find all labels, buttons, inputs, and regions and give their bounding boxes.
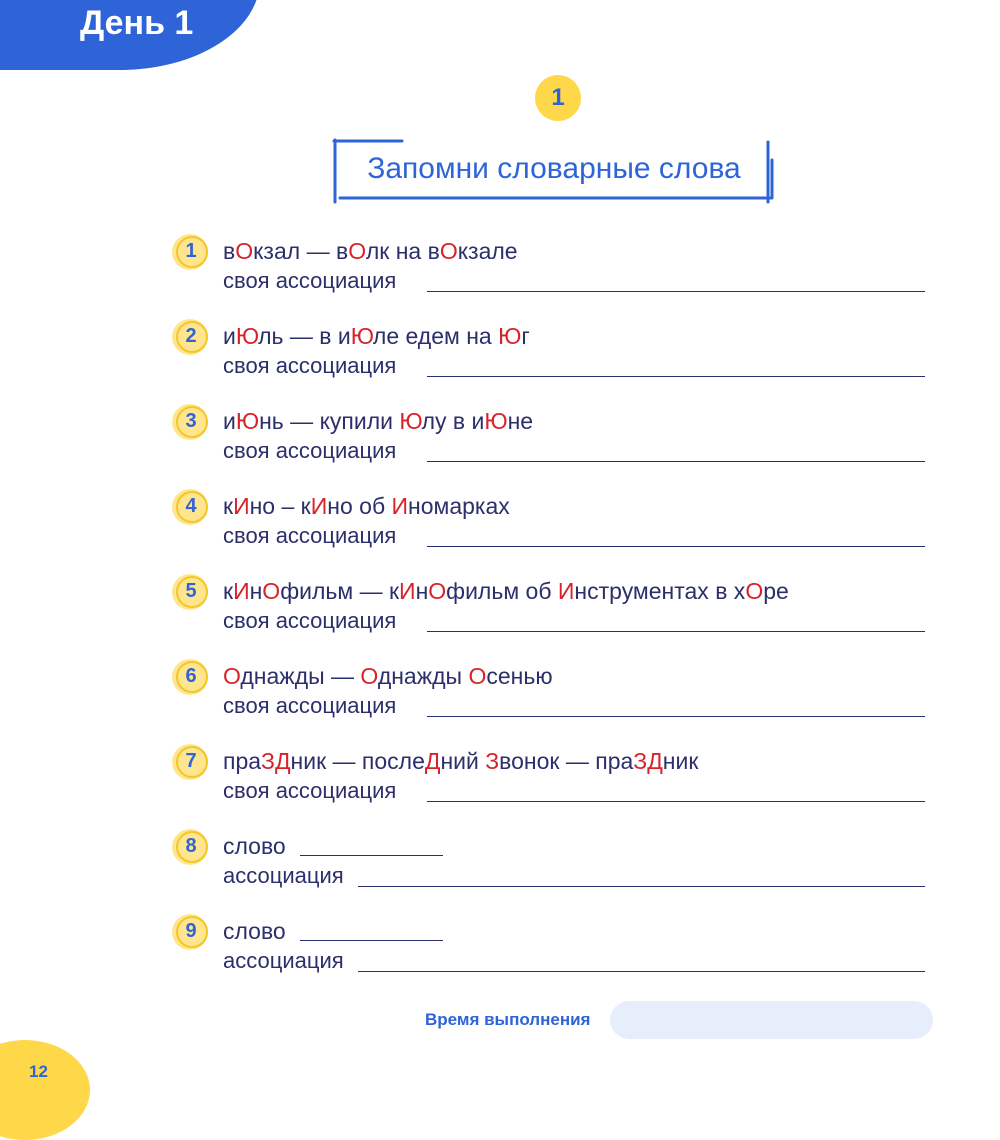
item-word-line <box>223 748 698 775</box>
word-text: кзал — в <box>253 238 349 264</box>
highlighted-letter: Ю <box>399 408 422 434</box>
highlighted-letter: Д <box>424 748 441 774</box>
word-text: к <box>223 578 234 604</box>
highlighted-letter: И <box>233 493 250 519</box>
association-label: своя ассоциация <box>223 353 397 378</box>
highlighted-letter: Ю <box>235 408 260 434</box>
item-number: 8 <box>185 835 197 857</box>
word-text: ник <box>662 748 699 774</box>
item-number: 6 <box>185 665 197 687</box>
day-title: День 1 <box>80 4 194 42</box>
association-label: своя ассоциация <box>223 438 397 463</box>
association-blank-line[interactable] <box>427 376 925 377</box>
list-item <box>170 408 930 478</box>
list-item <box>170 663 930 733</box>
word-text: ник — после <box>290 748 425 774</box>
item-number: 2 <box>185 325 197 347</box>
word-text: слово <box>223 918 286 944</box>
list-item <box>170 578 930 648</box>
task-title: Запомни словарные слова <box>367 152 741 185</box>
item-word-line <box>223 918 286 945</box>
highlighted-letter: О <box>745 578 764 604</box>
word-text: лу в и <box>421 408 485 434</box>
association-blank-line[interactable] <box>427 291 925 292</box>
highlighted-letter: О <box>439 238 458 264</box>
item-number-badge <box>172 574 208 610</box>
association-label: своя ассоциация <box>223 268 397 293</box>
word-text: и <box>223 323 236 349</box>
item-number-badge <box>172 659 208 695</box>
association-blank-line[interactable] <box>427 461 925 462</box>
list-item <box>170 748 930 818</box>
item-number-badge <box>172 744 208 780</box>
word-blank-line[interactable] <box>300 940 443 941</box>
item-number: 5 <box>185 580 197 602</box>
highlighted-letter: И <box>557 578 575 604</box>
word-text: фильм об <box>446 578 558 604</box>
word-text: днажды — <box>240 663 361 689</box>
task-title-box <box>332 138 776 204</box>
item-number-badge <box>172 489 208 525</box>
word-text: нь — купили <box>259 408 400 434</box>
highlighted-letter: И <box>310 493 328 519</box>
highlighted-letter: О <box>468 663 487 689</box>
time-label: Время выполнения <box>425 1010 591 1029</box>
association-blank-line[interactable] <box>427 716 925 717</box>
highlighted-letter: И <box>399 578 416 604</box>
word-text: вонок — пра <box>499 748 634 774</box>
association-blank-line[interactable] <box>358 886 925 887</box>
page-number-blob <box>0 1040 90 1140</box>
highlighted-letter: О <box>223 663 241 689</box>
association-blank-line[interactable] <box>358 971 925 972</box>
word-text: номарках <box>408 493 510 519</box>
page-number: 12 <box>29 1062 48 1081</box>
item-word-line <box>223 238 518 265</box>
task-number-badge: 1 <box>535 75 581 121</box>
word-text: лк на в <box>365 238 440 264</box>
association-label: своя ассоциация <box>223 778 397 803</box>
item-number-badge <box>172 404 208 440</box>
item-word-line <box>223 323 530 350</box>
highlighted-letter: О <box>348 238 366 264</box>
item-number-badge <box>172 234 208 270</box>
word-text: днажды <box>377 663 469 689</box>
word-text: ле едем на <box>372 323 499 349</box>
item-number: 1 <box>185 240 197 262</box>
highlighted-letter: О <box>262 578 281 604</box>
word-text: но – к <box>249 493 311 519</box>
item-number: 7 <box>185 750 197 772</box>
highlighted-letter: ЗД <box>261 748 291 774</box>
list-item <box>170 918 930 988</box>
word-text: и <box>223 408 236 434</box>
item-number-badge <box>172 829 208 865</box>
list-item <box>170 493 930 563</box>
list-item <box>170 323 930 393</box>
highlighted-letter: О <box>235 238 254 264</box>
association-label: ассоциация <box>223 863 344 888</box>
item-number-badge <box>172 914 208 950</box>
word-text: сенью <box>486 663 553 689</box>
word-text: слово <box>223 833 286 859</box>
highlighted-letter: И <box>391 493 409 519</box>
highlighted-letter: И <box>233 578 250 604</box>
word-text: к <box>223 493 234 519</box>
word-text: пра <box>223 748 262 774</box>
highlighted-letter: З <box>485 748 500 774</box>
highlighted-letter: ЗД <box>633 748 663 774</box>
time-input[interactable] <box>610 1001 933 1039</box>
word-text: но об <box>327 493 392 519</box>
highlighted-letter: Ю <box>235 323 259 349</box>
word-text: в <box>223 238 236 264</box>
word-blank-line[interactable] <box>300 855 443 856</box>
item-number-badge <box>172 319 208 355</box>
association-blank-line[interactable] <box>427 801 925 802</box>
item-word-line <box>223 408 533 435</box>
item-word-line <box>223 663 553 690</box>
word-text: нструментах в х <box>574 578 746 604</box>
item-number: 9 <box>185 920 197 942</box>
item-number: 4 <box>185 495 197 517</box>
highlighted-letter: Ю <box>484 408 508 434</box>
association-blank-line[interactable] <box>427 631 925 632</box>
item-word-line <box>223 578 789 605</box>
word-text: г <box>521 323 530 349</box>
word-text: н <box>415 578 429 604</box>
word-text: кзале <box>457 238 518 264</box>
list-item <box>170 833 930 903</box>
highlighted-letter: Ю <box>350 323 373 349</box>
association-label: своя ассоциация <box>223 523 397 548</box>
item-word-line <box>223 493 510 520</box>
association-label: своя ассоциация <box>223 608 397 633</box>
word-text: не <box>507 408 534 434</box>
list-item <box>170 238 930 308</box>
highlighted-letter: О <box>360 663 378 689</box>
association-label: своя ассоциация <box>223 693 397 718</box>
word-text: фильм — к <box>280 578 400 604</box>
word-text: ний <box>440 748 486 774</box>
word-text: ль — в и <box>258 323 351 349</box>
highlighted-letter: О <box>428 578 447 604</box>
item-number: 3 <box>185 410 197 432</box>
word-text: н <box>249 578 263 604</box>
word-text: ре <box>763 578 789 604</box>
association-label: ассоциация <box>223 948 344 973</box>
association-blank-line[interactable] <box>427 546 925 547</box>
highlighted-letter: Ю <box>498 323 522 349</box>
item-word-line <box>223 833 286 860</box>
